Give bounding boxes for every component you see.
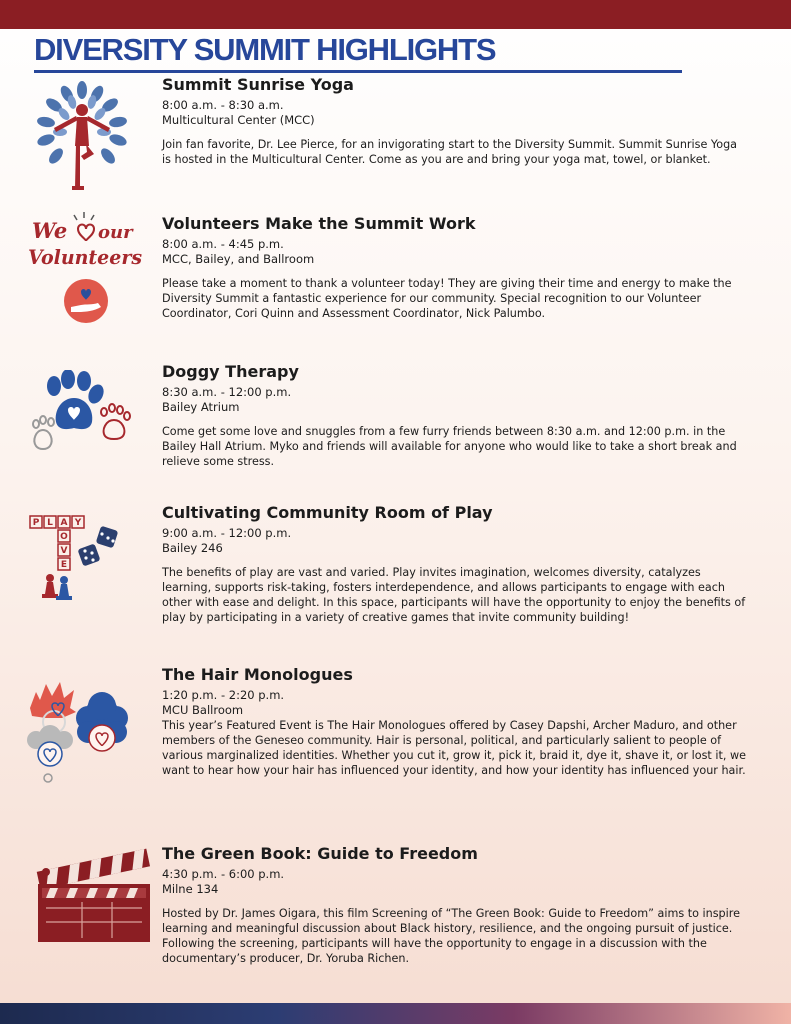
tile-letter: L <box>47 518 53 528</box>
tile-letter: P <box>32 518 40 528</box>
event-location: Bailey Atrium <box>162 400 240 414</box>
tile-letter: A <box>60 518 68 528</box>
event-location: Milne 134 <box>162 882 219 896</box>
icon-text-volunteers: Volunteers <box>28 245 142 269</box>
event-description: This year’s Featured Event is The Hair Monologues offered by Casey Dapshi, Archer Maduro, and other members of the Geneseo community. Hair is personal, political, and particularly salient to people of various marginalized identities. Whether you cut it, grow it, pick it, braid it, dye it, shave it, or lost it, we want to hear how your hair has influenced your identity, and how your identity has influenced your hair. <box>162 719 747 777</box>
event-title: Volunteers Make the Summit Work <box>162 214 476 233</box>
event-location: Multicultural Center (MCC) <box>162 113 315 127</box>
event-time: 8:30 a.m. - 12:00 p.m. <box>162 385 292 399</box>
event-room-of-play <box>162 503 747 625</box>
paw-prints-icon <box>30 370 136 462</box>
event-title: Doggy Therapy <box>162 362 299 381</box>
event-time: 4:30 p.m. - 6:00 p.m. <box>162 867 285 881</box>
board-games-icon <box>28 514 124 602</box>
event-time: 8:00 a.m. - 8:30 a.m. <box>162 98 284 112</box>
film-clapperboard-icon <box>32 842 156 946</box>
event-time: 1:20 p.m. - 2:20 p.m. <box>162 688 285 702</box>
event-volunteers <box>162 214 747 321</box>
event-description: The benefits of play are vast and varied. Play invites imagination, welcomes diversity, catalyzes learning, supports risk-taking, fosters interdependence, and allows participants to engage with each other with ease and delight. In this space, participants will have the opportunity to enjoy the benefits of play by participating in a variety of creative games that invite community building! <box>162 566 746 624</box>
icon-text-our: our <box>98 222 133 243</box>
tile-letter: O <box>60 532 68 542</box>
title-underline <box>34 70 682 73</box>
event-description: Come get some love and snuggles from a few furry friends between 8:30 a.m. and 12:00 p.m. in the Bailey Hall Atrium. Myko and friends will available for anyone who would like to take a short break and relieve some stress. <box>162 425 737 468</box>
event-description: Please take a moment to thank a volunteer today! They are giving their time and energy to make the Diversity Summit a fantastic experience for our community. Special recognition to our Volunteer Coordinator, Cori Quinn and Assessment Coordinator, Nick Palumbo. <box>162 277 732 320</box>
event-green-book-screening <box>162 844 747 966</box>
tile-letter: E <box>60 560 68 570</box>
event-time: 9:00 a.m. - 12:00 p.m. <box>162 526 292 540</box>
event-time: 8:00 a.m. - 4:45 p.m. <box>162 237 284 251</box>
event-title: The Green Book: Guide to Freedom <box>162 844 478 863</box>
event-location: Bailey 246 <box>162 541 223 555</box>
event-description: Join fan favorite, Dr. Lee Pierce, for an invigorating start to the Diversity Summit. Summit Sunrise Yoga is hosted in the Multicultural Center. Come as you are and bring your yoga mat, towel, or blanket. <box>162 138 738 166</box>
event-description: Hosted by Dr. James Oigara, this film Screening of “The Green Book: Guide to Freedom” aims to inspire learning and meaningful discussion about Black history, resilience, and the ongoing pursuit of justice. Following the screening, participants will have the opportunity to engage in a discussion with the documentary’s producer, Dr. Yoruba Richen. <box>162 907 740 965</box>
event-summit-sunrise-yoga <box>162 75 747 167</box>
event-hair-monologues <box>162 665 747 778</box>
icon-text-we: We <box>32 218 68 243</box>
event-doggy-therapy <box>162 362 747 469</box>
event-location: MCU Ballroom <box>162 703 244 717</box>
volunteers-heart-hand-icon <box>26 208 144 330</box>
event-title: Summit Sunrise Yoga <box>162 75 354 94</box>
tile-letter: V <box>60 546 68 556</box>
hair-heads-icon <box>26 678 130 796</box>
page-title: DIVERSITY SUMMIT HIGHLIGHTS <box>34 32 496 67</box>
bottom-gradient-bar <box>0 1003 791 1024</box>
event-location: MCC, Bailey, and Ballroom <box>162 252 315 266</box>
tile-letter: Y <box>74 518 82 528</box>
top-banner-bar <box>0 0 791 29</box>
event-title: Cultivating Community Room of Play <box>162 503 493 522</box>
yoga-tree-icon <box>34 80 130 198</box>
event-title: The Hair Monologues <box>162 665 353 684</box>
